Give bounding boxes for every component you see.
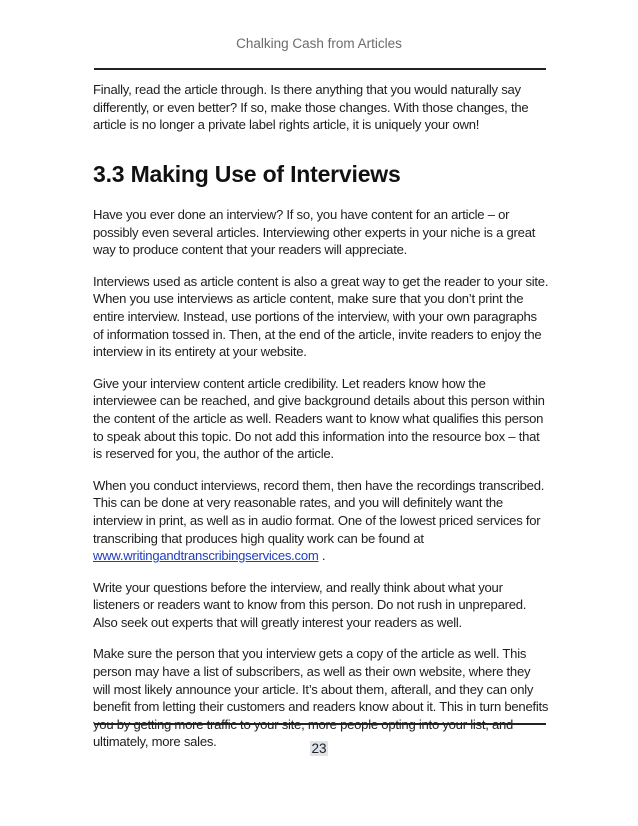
recording-text: When you conduct interviews, record them, then have the recordings transcribed. This can be done at very reasonable rates, and you will definitely want the interview in print, as well as in audio format. One of the lowest priced services for transcribing that produces high quality work can be found at: [93, 477, 545, 546]
paragraph-questions: Write your questions before the interview, and really think about what your listeners or readers want to know from this person. Do not rush in unprepared. Also seek out experts that will greatly interest your readers as well.: [93, 579, 527, 630]
paragraph-recording: [93, 477, 549, 565]
running-header: Chalking Cash from Articles: [236, 36, 402, 51]
section-body: [93, 206, 549, 765]
paragraph-interview-question: Have you ever done an interview? If so, you have content for an article – or possibly even several articles. Interviewing other experts in your niche is a great way to produce content that your readers will appreciate.: [93, 207, 536, 258]
page-number-text: 23: [311, 741, 327, 756]
transcribing-services-link[interactable]: www.writingandtranscribingservices.com: [93, 548, 319, 564]
intro-paragraph: Finally, read the article through. Is there anything that you would naturally say differently, or even better? If so, make those changes. With those changes, the article is no longer a private label rights article, it is uniquely your own!: [93, 82, 529, 133]
section-heading: 3.3 Making Use of Interviews: [93, 161, 401, 187]
paragraph-interview-content: Interviews used as article content is also a great way to get the reader to your site. When you use interviews as article content, make sure that you don’t print the entire interview. Instead, use portions of the interview, with your own paragraphs of information tossed in. Then, at the end of the article, invite readers to enjoy the interview in its entirety at your website.: [93, 273, 549, 360]
page-number: [0, 741, 638, 756]
header-rule: [94, 68, 546, 70]
footer-rule: [94, 723, 546, 725]
paragraph-copy: Make sure the person that you interview gets a copy of the article as well. This person may have a list of subscribers, as well as their own website, where they will most likely announce your article. It’s about them, afterall, and they can only benefit from letting their customers and readers know about it. This in turn benefits you by getting more traffic to your site, more people opting into your list, and ultimately, more sales.: [93, 646, 549, 750]
recording-text-end: .: [318, 548, 326, 564]
paragraph-credibility: Give your interview content article credibility. Let readers know how the interviewee can be reached, and give background details about this person within the content of the article as well. Readers want to know what qualifies this person to speak about this topic. Do not add this information into the resource box – that is reserved for you, the author of the article.: [93, 375, 545, 462]
intro-text: [93, 81, 549, 148]
